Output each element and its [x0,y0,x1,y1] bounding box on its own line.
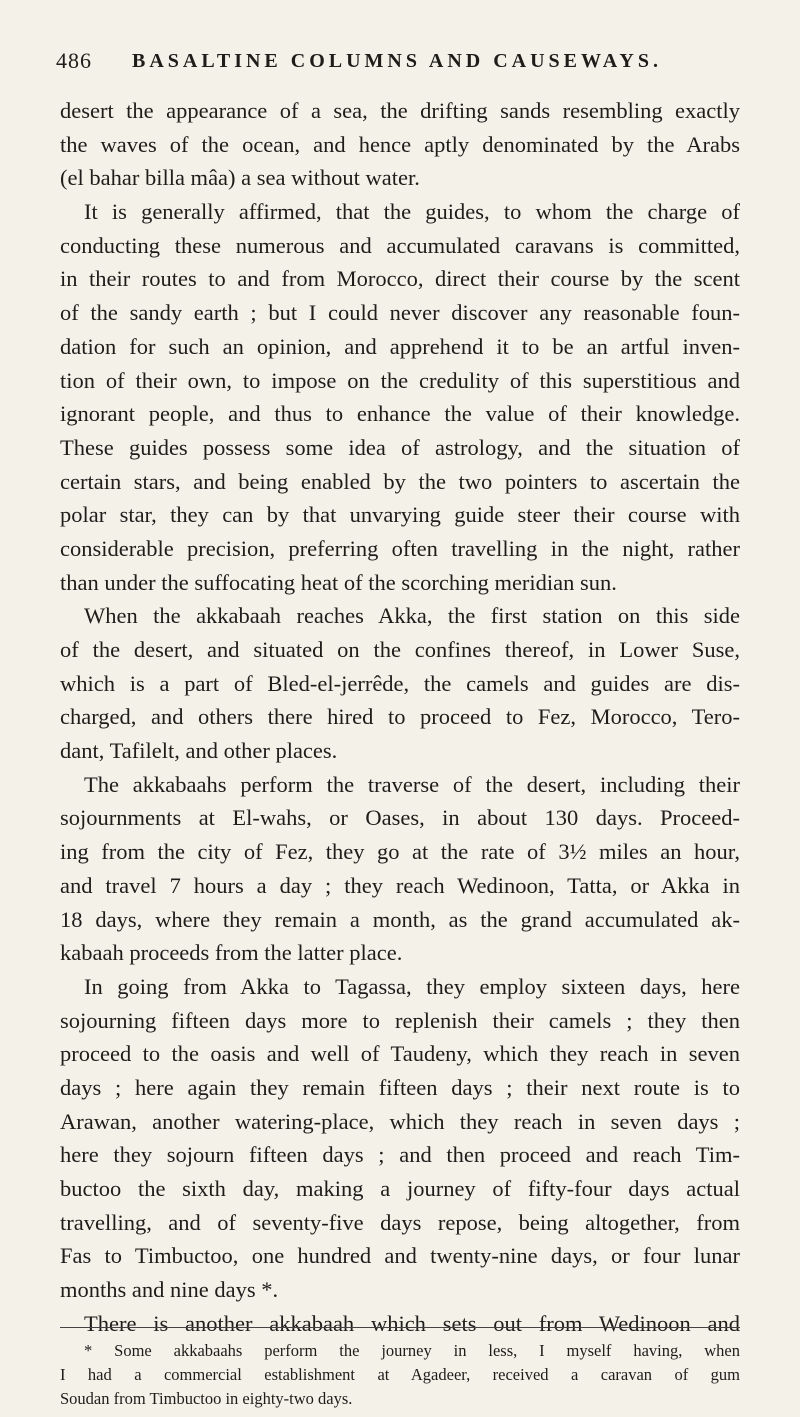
text-line: than under the suffocating heat of the scorching meridian sun. [60,569,617,595]
text-line: of the desert, and situated on the confines thereof, in Lower Suse, [60,637,740,662]
text-line: of the sandy earth ; but I could never discover any reasonable foun- [60,300,740,326]
footnote [60,1339,740,1411]
text-line: sojourning fifteen days more to replenish their camels ; they then [60,1007,740,1033]
text-line: It is generally affirmed, that the guides, to whom the charge of [84,199,740,225]
text-line: kabaah proceeds from the latter place. [60,940,403,966]
text-line: dant, Tafilelt, and other places. [60,738,338,764]
text-line: polar star, they can by that unvarying guide steer their course with [60,502,740,528]
text-line: proceed to the oasis and well of Taudeny, which they reach in seven [60,1041,740,1067]
text-line: which is a part of Bled-el-jerrêde, the camels and guides are dis- [60,670,740,696]
text-line: and travel 7 hours a day ; they reach Wedinoon, Tatta, or Akka in [60,872,740,898]
text-line: days ; here again they remain fifteen days ; their next route is to [60,1074,740,1100]
text-line: months and nine days *. [60,1277,279,1303]
text-line: Arawan, another watering-place, which they reach in seven days ; [60,1108,740,1134]
text-line: buctoo the sixth day, making a journey of fifty-four days actual [60,1176,740,1201]
running-head: BASALTINE COLUMNS AND CAUSEWAYS. [132,50,662,72]
text-line: sojournments at El-wahs, or Oases, in about 130 days. Proceed- [60,805,740,831]
text-line: dation for such an opinion, and apprehend it to be an artful inven- [60,333,740,359]
body-text [60,94,740,1340]
text-line: (el bahar billa mâa) a sea without water. [60,165,420,191]
text-line: charged, and others there hired to proceed to Fez, Morocco, Tero- [60,704,740,730]
text-line: the waves of the ocean, and hence aptly denominated by the Arabs [60,131,740,157]
page-number: 486 [56,48,92,73]
text-line: travelling, and of seventy-five days repose, being altogether, from [60,1209,740,1235]
text-line: These guides possess some idea of astrology, and the situation of [60,434,740,460]
text-line: In going from Akka to Tagassa, they employ sixteen days, here [84,973,740,999]
text-line: The akkabaahs perform the traverse of the desert, including their [84,771,740,797]
text-line: tion of their own, to impose on the credulity of this superstitious and [60,367,740,393]
text-line: considerable precision, preferring often travelling in the night, rather [60,535,740,561]
text-line: ignorant people, and thus to enhance the value of their knowledge. [60,401,740,427]
text-line: conducting these numerous and accumulated caravans is committed, [60,232,740,258]
footnote-line: I had a commercial establishment at Agadeer, received a caravan of gum [60,1365,740,1384]
footnote-divider [60,1327,740,1328]
text-line: Fas to Timbuctoo, one hundred and twenty-nine days, or four lunar [60,1243,740,1269]
text-line: here they sojourn fifteen days ; and then proceed and reach Tim- [60,1142,740,1168]
footnote-line: Soudan from Timbuctoo in eighty-two days. [60,1389,353,1408]
text-line: certain stars, and being enabled by the two pointers to ascertain the [60,468,740,494]
text-line: in their routes to and from Morocco, direct their course by the scent [60,266,740,292]
text-line: There is another akkabaah which sets out from Wedinoon and [84,1310,740,1336]
text-line: 18 days, where they remain a month, as the grand accumulated ak- [60,906,740,932]
footnote-line: * Some akkabaahs perform the journey in less, I myself having, when [84,1341,740,1360]
text-line: desert the appearance of a sea, the drifting sands resembling exactly [60,98,740,123]
text-line: When the akkabaah reaches Akka, the first station on this side [84,603,740,629]
text-line: ing from the city of Fez, they go at the rate of 3½ miles an hour, [60,839,740,865]
